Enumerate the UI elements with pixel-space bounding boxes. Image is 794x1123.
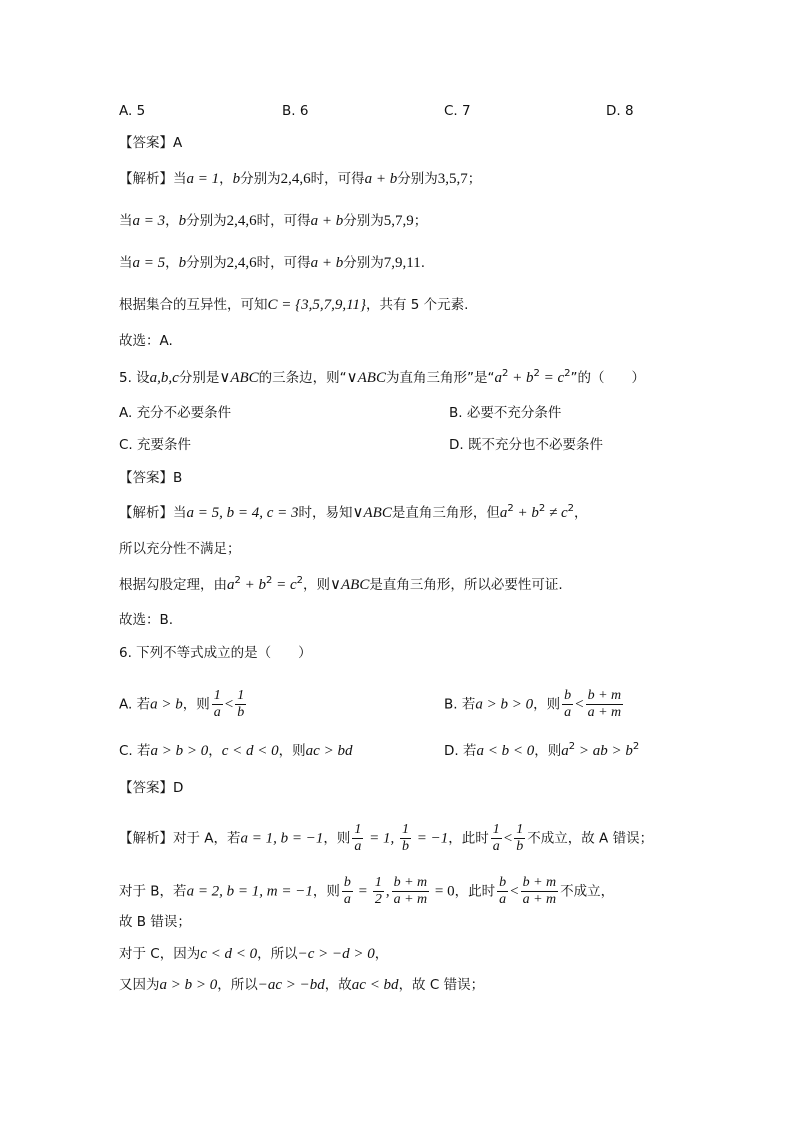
analysis-q4-line2: 当a = 3，b分别为2,4,6时，可得a + b分别为5,7,9； (119, 213, 428, 229)
analysis-q5-line2: 所以充分性不满足； (119, 541, 241, 557)
analysis-q4-line4: 根据集合的互异性，可知C = {3,5,7,9,11}，共有 5 个元素. (119, 297, 469, 313)
analysis-label: 【解析】 (119, 830, 173, 847)
option-d: D. 既不充分也不必要条件 (449, 437, 603, 453)
analysis-q6-line4: 对于 C，因为c < d < 0，所以−c > −d > 0， (119, 946, 389, 962)
option-a: A. 若a > b，则 $\frac{1}{a}$ < $\frac{1}{b}$ (119, 688, 245, 720)
analysis-q6-line2: 对于 B，若a = 2, b = 1, m = −1，则 $\frac{b}{a}$ = $\frac{1}{2}$ , $\frac{b + m}{a + m}$ = 0，此时 $\frac{b}{a}$ < $\frac{b + m}{a + m}$ 不成立， (119, 875, 615, 907)
analysis-q4-line3: 当a = 5，b分别为2,4,6时，可得a + b分别为7,9,11. (119, 255, 425, 271)
answer-q5: 【答案】B (119, 470, 183, 486)
analysis-q5-line3: 根据勾股定理，由$a^2 + b^2 = c^2$，则∨ABC是直角三角形，所以必要性可证. (119, 575, 563, 593)
question-6-stem: 6. 下列不等式成立的是（ ） (119, 645, 312, 661)
option-c: C. 7 (444, 103, 471, 119)
analysis-label: 【解析】 (119, 505, 173, 521)
option-d: D. 8 (606, 103, 634, 119)
choose-q5: 故选：B. (119, 612, 174, 628)
option-c: C. 若a > b > 0，c < d < 0，则ac > bd (119, 743, 353, 759)
analysis-q6-line3: 故 B 错误； (119, 914, 191, 930)
option-b: B. 若a > b > 0，则 $\frac{b}{a}$ < $\frac{b + m}{a + m}$ (444, 688, 622, 720)
analysis-label: 【解析】 (119, 171, 173, 187)
option-d: D. 若a < b < 0，则$a^2$ > ab > $b^2$ (444, 741, 640, 759)
answer-q4: 【答案】A (119, 135, 183, 151)
choose-q4: 故选：A. (119, 333, 173, 349)
question-5-stem: 5. 设a,b,c分别是∨ABC的三条边，则“∨ABC为直角三角形”是“$a^2 + b^2 = c^2$”的（ ） (119, 368, 645, 386)
option-b: B. 必要不充分条件 (449, 405, 562, 421)
option-c: C. 充要条件 (119, 437, 192, 453)
analysis-q4-line1: 【解析】当a = 1，b分别为2,4,6时，可得a + b分别为3,5,7； (119, 171, 482, 187)
analysis-q6-line5: 又因为a > b > 0，所以−ac > −bd，故ac < bd，故 C 错误； (119, 977, 485, 993)
option-a: A. 5 (119, 103, 146, 119)
option-a: A. 充分不必要条件 (119, 405, 232, 421)
analysis-q6-line1: 【解析】对于 A，若a = 1, b = −1，则 $\frac{1}{a}$ = 1, $\frac{1}{b}$ = −1，此时 $\frac{1}{a}$ < $\frac{1}{b}$ 不成立，故 A 错误； (119, 822, 654, 854)
analysis-q5-line1: 【解析】当a = 5, b = 4, c = 3时，易知∨ABC是直角三角形，但$a^2 + b^2 \ne c^2$， (119, 503, 588, 521)
option-b: B. 6 (282, 103, 309, 119)
answer-q6: 【答案】D (119, 780, 184, 796)
